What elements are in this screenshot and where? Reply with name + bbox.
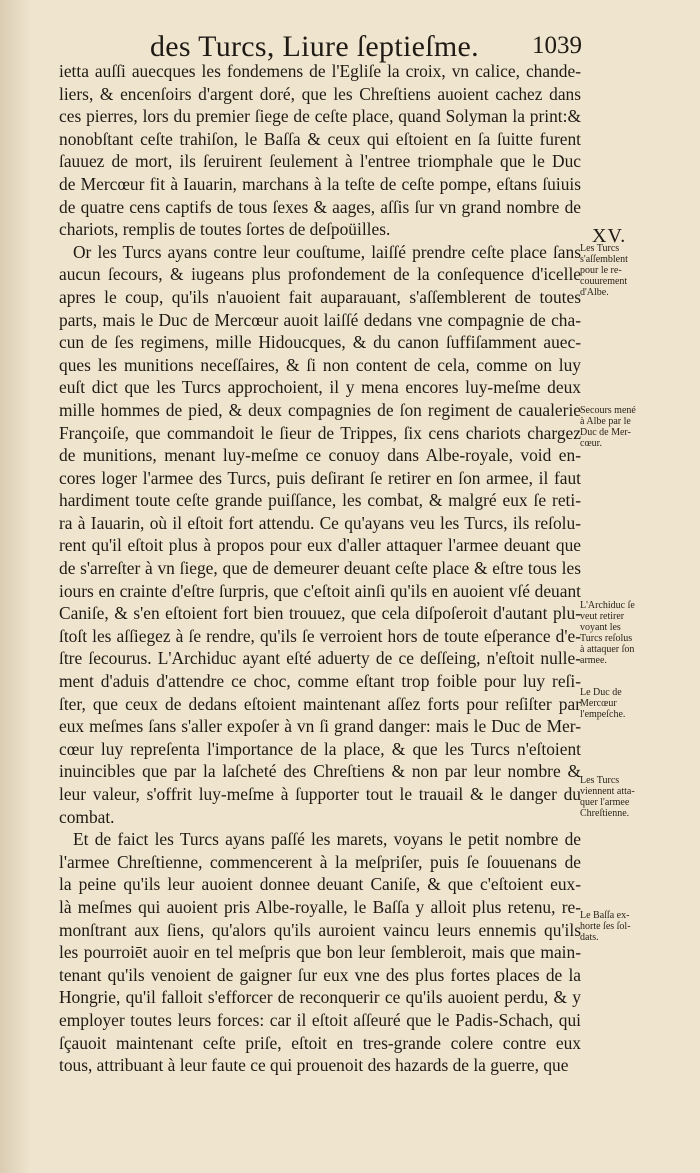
marginal-note-line: viennent atta- bbox=[580, 786, 635, 797]
marginal-note-line: Le Baſſa ex- bbox=[580, 910, 630, 921]
text-line: liers, & encenſoirs d'argent doré, que les Chreſtiens auoient cachez dans bbox=[59, 83, 581, 104]
text-line: ſçauoit maintenant ceſte priſe, eſtoit en tres-grande colere contre eux bbox=[59, 1032, 581, 1053]
text-line: ques les munitions neceſſaires, & ſi non content de cela, comme on luy bbox=[59, 354, 581, 375]
text-line: parts, mais le Duc de Mercœur auoit laiſſé dedans vne compagnie de cha- bbox=[59, 309, 581, 330]
text-line: inuincibles que par la laſcheté des Chreſtiens & non par leur nombre & bbox=[59, 761, 581, 782]
marginal-note-line: quer l'armee bbox=[580, 797, 630, 808]
marginal-note-line: Duc de Mer- bbox=[580, 427, 631, 438]
text-line: Et de faict les Turcs ayans paſſé les marets, voyans le petit nombre de bbox=[73, 829, 581, 850]
text-line: tous, attribuant à leur faute ce qui prouenoit des hazards de la guerre, que bbox=[59, 1055, 569, 1076]
text-line: de quatre cens captifs de tous ſexes & aages, aſſis ſur vn grand nombre de bbox=[59, 196, 581, 217]
marginal-note-line: voyant les bbox=[580, 622, 621, 633]
text-line: nonobſtant ceſte trahiſon, le Baſſa & ceux qui eſtoient en ſa ſuitte furent bbox=[59, 128, 581, 149]
text-line: les pourroiēt auoir en tel meſpris que bon leur ſembleroit, mais que main- bbox=[59, 942, 581, 963]
marginal-note-line: pour le re- bbox=[580, 265, 622, 276]
text-line: eux meſmes ſans s'aller expoſer à vn ſi grand danger: mais le Duc de Mer- bbox=[59, 716, 581, 737]
marginal-note-line: l'empeſche. bbox=[580, 709, 626, 720]
text-line: iours en crainte d'eſtre ſurpris, que c'eſtoit ainſi qu'ils en auoient vſé deuant bbox=[59, 580, 581, 601]
text-line: l'armee Chreſtienne, commencerent à la meſpriſer, puis ſe ſouuenans de bbox=[59, 851, 581, 872]
section-number: XV. bbox=[592, 225, 627, 247]
text-line: de Mercœur fit à Iauarin, marchans à la teſte de ceſte pompe, eſtans ſuiuis bbox=[59, 173, 581, 194]
text-line: ſter, que ceux de dedans eſtoient maintenant aſſez forts pour reſiſter par bbox=[59, 693, 581, 714]
text-line: euſt dict que les Turcs approchoient, il y mena encores luy-meſme deux bbox=[59, 377, 581, 398]
text-line: ietta auſſi auecques les fondemens de l'Egliſe la croix, vn calice, chande- bbox=[59, 61, 581, 81]
marginal-note-line: à attaquer ſon bbox=[580, 644, 635, 655]
text-line: employer toutes leurs forces: car il eſtoit aſſeuré que le Padis-Schach, qui bbox=[59, 1009, 581, 1030]
text-line: mille hommes de pied, & deux compagnies de ſon regiment de caualerie bbox=[59, 399, 581, 420]
marginal-note-line: horte ſes ſol- bbox=[580, 921, 631, 932]
text-line: combat. bbox=[59, 806, 115, 827]
text-line: ra à Iauarin, où il eſtoit fort attendu. Ce qu'ayans veu les Turcs, ils reſolu- bbox=[59, 512, 581, 533]
marginal-note-line: L'Archiduc ſe bbox=[580, 600, 635, 611]
text-line: là meſmes qui auoient pris Albe-royalle, le Baſſa y alloit plus retenu, re- bbox=[59, 896, 581, 917]
page-header bbox=[150, 30, 590, 64]
text-line: ſtre ſecourus. L'Archiduc ayant eſté aduerty de ce deſſeing, n'eſtoit nulle- bbox=[59, 648, 581, 669]
marginal-note-line: couurement bbox=[580, 276, 628, 287]
text-line: Hongrie, qu'il falloit s'efforcer de reconquerir ce qu'ils auoient perdu, & y bbox=[59, 987, 581, 1008]
marginal-note-line: s'aſſemblent bbox=[580, 254, 628, 265]
text-line: tenant qu'ils venoient de gaigner ſur eux vne des plus fortes places de la bbox=[59, 964, 581, 985]
text-line: leur valeur, s'offrit luy-meſme à ſupporter tout le trauail & le danger du bbox=[59, 784, 581, 804]
marginal-note-archiduc bbox=[580, 600, 684, 666]
text-line: hardiment toute ceſte grande puiſſance, les combat, & malgré eux ſe reti- bbox=[59, 490, 581, 511]
marginal-note-line: cœur. bbox=[580, 438, 602, 449]
text-line: aucun ſecours, & iugeans plus profondement de la conſequence d'icelle bbox=[59, 264, 581, 285]
marginal-note-line: Turcs reſolus bbox=[580, 633, 633, 644]
text-line: ces pierres, lors du premier ſiege de ceſte place, quand Solyman la print:& bbox=[59, 106, 581, 127]
marginal-note-line: Secours mené bbox=[580, 405, 636, 416]
text-line: de munitions, menant luy-meſme ce conuoy dans Albe-royale, void en- bbox=[59, 445, 581, 466]
marginal-note-line: Chreſtienne. bbox=[580, 808, 630, 819]
marginal-note-line: d'Albe. bbox=[580, 287, 609, 298]
text-line: rent qu'il eſtoit plus à propos pour eux d'aller attaquer l'armee deuant que bbox=[59, 535, 581, 556]
marginal-note-line: Le Duc de bbox=[580, 687, 622, 698]
running-head: des Turcs, Liure ſeptieſme. bbox=[150, 30, 479, 63]
text-line: cœur luy repreſenta l'importance de la place, & que les Turcs n'eſtoient bbox=[59, 738, 581, 759]
marginal-note-secours-mene bbox=[580, 405, 684, 449]
text-line: ſtoſt les aſſiegez à ſe rendre, qu'ils ſe verroient hors de toute eſperance d'e- bbox=[59, 625, 581, 646]
page-number: 1039 bbox=[532, 32, 582, 59]
marginal-note-line: armee. bbox=[580, 655, 607, 666]
marginal-note-turcs-viennent bbox=[580, 775, 684, 819]
text-line: Françoiſe, que commandoit le ſieur de Trippes, ſix cens chariots chargez bbox=[59, 422, 581, 443]
marginal-note-line: Les Turcs bbox=[580, 243, 620, 254]
text-line: apres le coup, qu'ils n'auoient fait auparauant, s'aſſemblerent de toutes bbox=[59, 286, 581, 307]
text-line: ment d'aduis d'attendre ce choc, comme eſtant trop foible pour luy reſi- bbox=[59, 671, 581, 692]
text-line: Or les Turcs ayans contre leur couſtume, laiſſé prendre ceſte place ſans bbox=[73, 241, 581, 262]
text-line: la peine qu'ils leur auoient donnee deuant Caniſe, & que c'eſtoient eux- bbox=[59, 874, 581, 895]
marginal-note-line: Les Turcs bbox=[580, 775, 620, 786]
text-line: chariots, remplis de toutes ſortes de deſpoüilles. bbox=[59, 219, 391, 240]
marginal-note-line: à Albe par le bbox=[580, 416, 631, 427]
text-line: Caniſe, & s'en eſtoient fort bien trouuez, que cela diſpoſeroit d'autant plu- bbox=[59, 603, 581, 624]
marginal-note-line: dats. bbox=[580, 932, 599, 943]
text-line: cun de ſes regimens, mille Hidoucques, & du canon ſuffiſamment auec- bbox=[59, 332, 581, 353]
marginal-note-bassa-exhorte bbox=[580, 910, 684, 943]
marginal-note-duc-empesche bbox=[580, 687, 684, 720]
text-line: de s'arreſter à vn ſiege, que de demeurer deuant ceſte place & eſtre tous les bbox=[59, 558, 581, 579]
text-line: ſauuez de mort, ils ſeruirent ſeulement à l'entree triomphale que le Duc bbox=[59, 151, 581, 172]
body-text bbox=[59, 60, 581, 1077]
marginal-note-turcs-assemblent bbox=[580, 243, 684, 298]
text-line: monſtrant aux ſiens, qu'alors qu'ils auroient vaincu leurs ennemis qu'ils bbox=[59, 919, 581, 940]
text-line: cores loger l'armee des Turcs, puis deſirant ſe retirer en ſon armee, il faut bbox=[59, 467, 581, 488]
marginal-note-line: veut retirer bbox=[580, 611, 625, 622]
marginal-note-line: Mercœur bbox=[580, 698, 617, 709]
